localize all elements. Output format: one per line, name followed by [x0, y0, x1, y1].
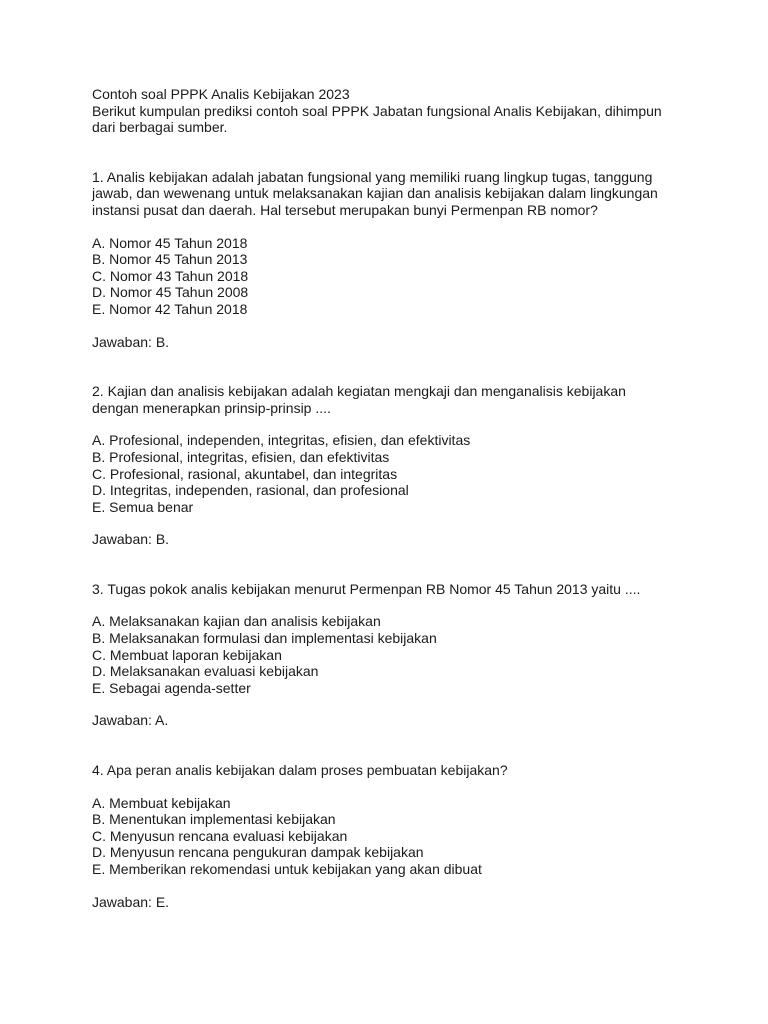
option-b: B. Melaksanakan formulasi dan implementasi kebijakan — [92, 630, 437, 647]
option-b: B. Nomor 45 Tahun 2013 — [92, 251, 248, 268]
option-a: A. Profesional, independen, integritas, efisien, dan efektivitas — [92, 432, 471, 449]
option-c: C. Nomor 43 Tahun 2018 — [92, 267, 249, 284]
option-c: C. Membuat laporan kebijakan — [92, 646, 282, 663]
question-2 — [92, 383, 692, 548]
option-a: A. Nomor 45 Tahun 2018 — [92, 234, 248, 251]
document-title: Contoh soal PPPK Analis Kebijakan 2023 — [92, 86, 350, 102]
option-e: E. Sebagai agenda-setter — [92, 679, 251, 696]
question-text-line: 2. Kajian dan analisis kebijakan adalah kegiatan mengkaji dan menganalisis kebijakan — [92, 383, 626, 400]
question-text — [92, 383, 692, 416]
question-text-line: jawab, dan wewenang untuk melaksanakan kajian dan analisis kebijakan dalam lingkungan — [92, 185, 658, 202]
answer-options — [92, 613, 692, 696]
answer-options — [92, 432, 692, 515]
question-text — [92, 762, 692, 779]
document-intro — [92, 103, 692, 136]
intro-line: Berikut kumpulan prediksi contoh soal PPPK Jabatan fungsional Analis Kebijakan, dihimpun — [92, 102, 662, 119]
option-d: D. Melaksanakan evaluasi kebijakan — [92, 663, 319, 680]
answer-key: Jawaban: B. — [92, 531, 170, 548]
option-e: E. Memberikan rekomendasi untuk kebijakan yang akan dibuat — [92, 861, 482, 877]
option-b: B. Menentukan implementasi kebijakan — [92, 811, 336, 828]
question-text-line: instansi pusat dan daerah. Hal tersebut merupakan bunyi Permenpan RB nomor? — [92, 201, 598, 218]
intro-line: dari berbagai sumber. — [92, 119, 228, 136]
answer-key: Jawaban: E. — [92, 893, 170, 910]
answer-options — [92, 235, 692, 318]
option-a: A. Membuat kebijakan — [92, 794, 231, 811]
question-text-line: 1. Analis kebijakan adalah jabatan fungsional yang memiliki ruang lingkup tugas, tanggung — [92, 168, 653, 185]
question-4 — [92, 762, 692, 910]
answer-key: Jawaban: A. — [92, 712, 169, 729]
question-text-line: dengan menerapkan prinsip-prinsip .... — [92, 399, 331, 416]
option-a: A. Melaksanakan kajian dan analisis kebijakan — [92, 613, 381, 630]
option-b: B. Profesional, integritas, efisien, dan efektivitas — [92, 448, 390, 465]
document-page — [92, 86, 692, 943]
question-text — [92, 581, 692, 598]
answer-key: Jawaban: B. — [92, 333, 170, 350]
question-text — [92, 169, 692, 219]
answer-options — [92, 795, 692, 878]
option-e: E. Semua benar — [92, 498, 194, 515]
question-text-line: 3. Tugas pokok analis kebijakan menurut Permenpan RB Nomor 45 Tahun 2013 yaitu .... — [92, 580, 641, 597]
option-e: E. Nomor 42 Tahun 2018 — [92, 300, 248, 317]
option-c: C. Profesional, rasional, akuntabel, dan integritas — [92, 465, 398, 482]
option-d: D. Menyusun rencana pengukuran dampak kebijakan — [92, 844, 424, 861]
question-1 — [92, 169, 692, 350]
option-d: D. Nomor 45 Tahun 2008 — [92, 284, 249, 301]
option-c: C. Menyusun rencana evaluasi kebijakan — [92, 827, 348, 844]
option-d: D. Integritas, independen, rasional, dan profesional — [92, 482, 409, 499]
question-text-line: 4. Apa peran analis kebijakan dalam proses pembuatan kebijakan? — [92, 762, 508, 779]
question-3 — [92, 581, 692, 729]
